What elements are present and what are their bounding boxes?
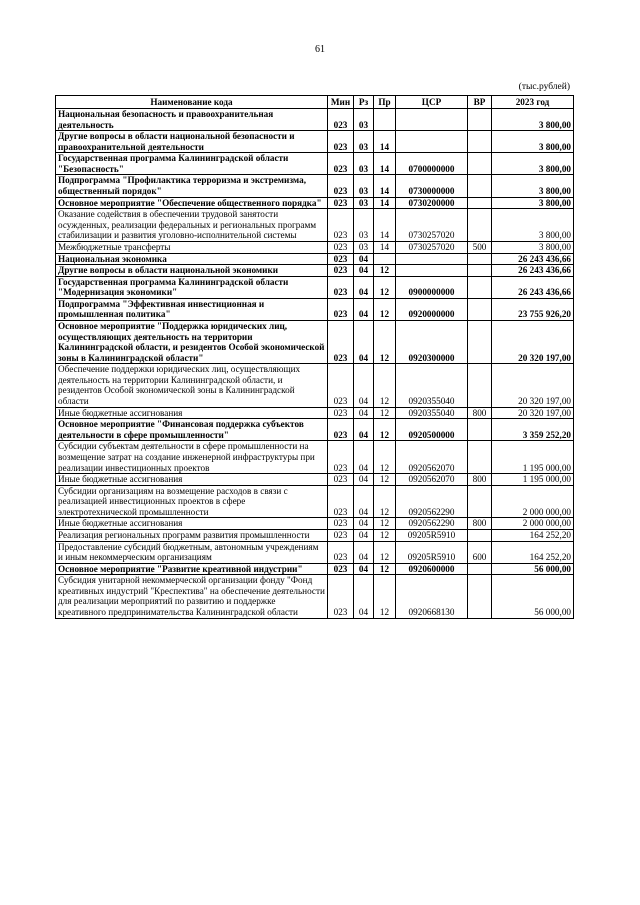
cell-csr: 0700000000 (396, 153, 468, 175)
cell-pr: 12 (374, 518, 396, 530)
cell-name: Основное мероприятие "Развитие креативной индустрии" (56, 563, 328, 575)
cell-name: Реализация региональных программ развития промышленности (56, 529, 328, 541)
cell-csr: 0920562070 (396, 474, 468, 486)
cell-min: 023 (328, 529, 354, 541)
cell-vr (468, 109, 492, 131)
table-row (56, 575, 574, 618)
table-row (56, 265, 574, 277)
cell-min: 023 (328, 241, 354, 253)
cell-min: 023 (328, 253, 354, 265)
cell-vr (468, 441, 492, 474)
cell-rz: 04 (354, 320, 374, 363)
table-row (56, 407, 574, 419)
cell-min: 023 (328, 153, 354, 175)
table-row (56, 298, 574, 320)
cell-pr: 12 (374, 407, 396, 419)
table-row (56, 197, 574, 209)
cell-name: Национальная безопасность и правоохранительная деятельность (56, 109, 328, 131)
cell-name: Другие вопросы в области национальной экономики (56, 265, 328, 277)
table-row (56, 441, 574, 474)
cell-amount: 3 800,00 (492, 131, 574, 153)
cell-name: Обеспечение поддержки юридических лиц, осуществляющих деятельность на территории Калининградской области, и резидентов Особой экономической зоны в Калининградской области (56, 364, 328, 407)
cell-amount: 26 243 436,66 (492, 265, 574, 277)
cell-amount: 3 800,00 (492, 209, 574, 242)
cell-csr: 0920000000 (396, 298, 468, 320)
cell-rz: 04 (354, 541, 374, 563)
cell-vr: 600 (468, 541, 492, 563)
cell-vr (468, 364, 492, 407)
cell-csr: 0920562290 (396, 518, 468, 530)
cell-min: 023 (328, 518, 354, 530)
cell-vr (468, 265, 492, 277)
cell-rz: 04 (354, 563, 374, 575)
cell-csr: 0920300000 (396, 320, 468, 363)
cell-rz: 03 (354, 209, 374, 242)
cell-min: 023 (328, 265, 354, 277)
cell-pr: 12 (374, 364, 396, 407)
cell-name: Субсидии субъектам деятельности в сфере промышленности на возмещение затрат на создание инженерной инфраструктуры при реализации инвестиционных проектов (56, 441, 328, 474)
header-vr: ВР (468, 96, 492, 109)
cell-rz: 04 (354, 441, 374, 474)
cell-amount: 2 000 000,00 (492, 485, 574, 518)
cell-rz: 04 (354, 518, 374, 530)
cell-vr (468, 175, 492, 197)
header-csr: ЦСР (396, 96, 468, 109)
cell-pr: 12 (374, 563, 396, 575)
table-row (56, 131, 574, 153)
cell-amount: 3 800,00 (492, 153, 574, 175)
cell-csr: 0730200000 (396, 197, 468, 209)
table-row (56, 175, 574, 197)
cell-vr (468, 209, 492, 242)
cell-name: Иные бюджетные ассигнования (56, 474, 328, 486)
cell-rz: 04 (354, 419, 374, 441)
table-row (56, 485, 574, 518)
header-pr: Пр (374, 96, 396, 109)
cell-vr (468, 197, 492, 209)
cell-rz: 04 (354, 265, 374, 277)
cell-rz: 03 (354, 109, 374, 131)
header-min: Мин (328, 96, 354, 109)
cell-vr (468, 253, 492, 265)
cell-csr: 0920355040 (396, 364, 468, 407)
cell-vr: 500 (468, 241, 492, 253)
cell-min: 023 (328, 575, 354, 618)
cell-pr: 12 (374, 265, 396, 277)
cell-rz: 03 (354, 197, 374, 209)
cell-pr: 12 (374, 575, 396, 618)
cell-name: Государственная программа Калининградской области "Безопасность" (56, 153, 328, 175)
cell-csr: 0920668130 (396, 575, 468, 618)
table-header-row (56, 96, 574, 109)
cell-amount: 1 195 000,00 (492, 474, 574, 486)
cell-name: Подпрограмма "Эффективная инвестиционная и промышленная политика" (56, 298, 328, 320)
cell-amount: 3 800,00 (492, 197, 574, 209)
cell-name: Иные бюджетные ассигнования (56, 518, 328, 530)
cell-csr: 0900000000 (396, 276, 468, 298)
cell-rz: 04 (354, 364, 374, 407)
cell-vr (468, 131, 492, 153)
cell-csr: 0920500000 (396, 419, 468, 441)
cell-csr (396, 253, 468, 265)
cell-pr: 14 (374, 175, 396, 197)
cell-rz: 04 (354, 407, 374, 419)
header-rz: Рз (354, 96, 374, 109)
cell-pr (374, 253, 396, 265)
cell-vr: 800 (468, 407, 492, 419)
cell-min: 023 (328, 407, 354, 419)
table-row (56, 241, 574, 253)
cell-min: 023 (328, 563, 354, 575)
cell-amount: 20 320 197,00 (492, 364, 574, 407)
cell-csr: 0730257020 (396, 209, 468, 242)
cell-amount: 3 359 252,20 (492, 419, 574, 441)
cell-pr: 14 (374, 209, 396, 242)
cell-min: 023 (328, 276, 354, 298)
cell-amount: 3 800,00 (492, 241, 574, 253)
cell-amount: 164 252,20 (492, 541, 574, 563)
cell-pr: 14 (374, 131, 396, 153)
cell-vr (468, 485, 492, 518)
cell-csr: 0920600000 (396, 563, 468, 575)
cell-csr (396, 131, 468, 153)
table-row (56, 541, 574, 563)
cell-pr: 12 (374, 485, 396, 518)
header-year: 2023 год (492, 96, 574, 109)
table-row (56, 518, 574, 530)
table-row (56, 109, 574, 131)
cell-vr (468, 320, 492, 363)
cell-name: Основное мероприятие "Обеспечение общественного порядка" (56, 197, 328, 209)
cell-pr (374, 109, 396, 131)
cell-name: Подпрограмма "Профилактика терроризма и экстремизма, общественный порядок" (56, 175, 328, 197)
cell-min: 023 (328, 541, 354, 563)
cell-csr: 09205R5910 (396, 529, 468, 541)
cell-name: Субсидии организациям на возмещение расходов в связи с реализацией инвестиционных проектов в сфере электротехнической промышленности (56, 485, 328, 518)
cell-amount: 56 000,00 (492, 575, 574, 618)
cell-pr: 12 (374, 529, 396, 541)
cell-csr (396, 109, 468, 131)
cell-csr: 0920562070 (396, 441, 468, 474)
cell-min: 023 (328, 109, 354, 131)
cell-name: Государственная программа Калининградской области "Модернизация экономики" (56, 276, 328, 298)
cell-amount: 3 800,00 (492, 109, 574, 131)
cell-rz: 04 (354, 253, 374, 265)
cell-rz: 03 (354, 153, 374, 175)
cell-min: 023 (328, 131, 354, 153)
cell-amount: 26 243 436,66 (492, 276, 574, 298)
cell-name: Оказание содействия в обеспечении трудовой занятости осужденных, реализации федеральных и региональных программ стабилизации и развития уголовно-исполнительной системы (56, 209, 328, 242)
table-row (56, 153, 574, 175)
cell-amount: 56 000,00 (492, 563, 574, 575)
cell-amount: 3 800,00 (492, 175, 574, 197)
cell-vr (468, 153, 492, 175)
cell-pr: 14 (374, 197, 396, 209)
table-row (56, 364, 574, 407)
cell-amount: 164 252,20 (492, 529, 574, 541)
cell-vr (468, 276, 492, 298)
cell-amount: 26 243 436,66 (492, 253, 574, 265)
cell-name: Предоставление субсидий бюджетным, автономным учреждениям и иным некоммерческим организациям (56, 541, 328, 563)
cell-pr: 12 (374, 419, 396, 441)
cell-min: 023 (328, 419, 354, 441)
cell-pr: 14 (374, 153, 396, 175)
cell-pr: 12 (374, 320, 396, 363)
cell-pr: 12 (374, 298, 396, 320)
cell-rz: 04 (354, 474, 374, 486)
cell-min: 023 (328, 209, 354, 242)
table-row (56, 320, 574, 363)
cell-name: Национальная экономика (56, 253, 328, 265)
cell-rz: 04 (354, 485, 374, 518)
cell-rz: 03 (354, 175, 374, 197)
cell-min: 023 (328, 175, 354, 197)
cell-min: 023 (328, 364, 354, 407)
cell-vr: 800 (468, 474, 492, 486)
cell-rz: 04 (354, 529, 374, 541)
cell-csr (396, 265, 468, 277)
cell-rz: 04 (354, 298, 374, 320)
budget-table (55, 95, 574, 619)
cell-min: 023 (328, 441, 354, 474)
cell-pr: 12 (374, 276, 396, 298)
cell-vr (468, 298, 492, 320)
cell-rz: 03 (354, 241, 374, 253)
table-row (56, 276, 574, 298)
table-row (56, 563, 574, 575)
cell-min: 023 (328, 298, 354, 320)
cell-vr (468, 575, 492, 618)
table-row (56, 419, 574, 441)
cell-pr: 12 (374, 474, 396, 486)
cell-vr (468, 563, 492, 575)
cell-amount: 23 755 926,20 (492, 298, 574, 320)
cell-pr: 14 (374, 241, 396, 253)
cell-min: 023 (328, 485, 354, 518)
cell-amount: 20 320 197,00 (492, 407, 574, 419)
cell-vr: 800 (468, 518, 492, 530)
cell-pr: 12 (374, 441, 396, 474)
table-row (56, 209, 574, 242)
cell-csr: 0730000000 (396, 175, 468, 197)
cell-csr: 0920562290 (396, 485, 468, 518)
cell-rz: 04 (354, 575, 374, 618)
cell-name: Межбюджетные трансферты (56, 241, 328, 253)
cell-pr: 12 (374, 541, 396, 563)
cell-csr: 0730257020 (396, 241, 468, 253)
cell-min: 023 (328, 320, 354, 363)
cell-csr: 09205R5910 (396, 541, 468, 563)
table-row (56, 474, 574, 486)
page-number: 61 (315, 44, 325, 55)
cell-rz: 03 (354, 131, 374, 153)
cell-name: Основное мероприятие "Поддержка юридических лиц, осуществляющих деятельность на территории Калининградской области, и резидентов Особой экономической зоны в Калининградской области" (56, 320, 328, 363)
cell-vr (468, 529, 492, 541)
cell-min: 023 (328, 474, 354, 486)
cell-name: Основное мероприятие "Финансовая поддержка субъектов деятельности в сфере промышленности" (56, 419, 328, 441)
cell-rz: 04 (354, 276, 374, 298)
cell-min: 023 (328, 197, 354, 209)
table-row (56, 529, 574, 541)
cell-name: Субсидия унитарной некоммерческой организации фонду "Фонд креативных индустрий "Креспектива" на обеспечение деятельности для реализации мероприятий по развитию и поддержке креативного предпринимательства Калининградской области (56, 575, 328, 618)
cell-amount: 20 320 197,00 (492, 320, 574, 363)
table-body (56, 109, 574, 619)
cell-name: Иные бюджетные ассигнования (56, 407, 328, 419)
table-row (56, 253, 574, 265)
units-label: (тыс.рублей) (518, 82, 570, 92)
cell-amount: 2 000 000,00 (492, 518, 574, 530)
cell-csr: 0920355040 (396, 407, 468, 419)
cell-name: Другие вопросы в области национальной безопасности и правоохранительной деятельности (56, 131, 328, 153)
cell-amount: 1 195 000,00 (492, 441, 574, 474)
header-name: Наименование кода (56, 96, 328, 109)
cell-vr (468, 419, 492, 441)
